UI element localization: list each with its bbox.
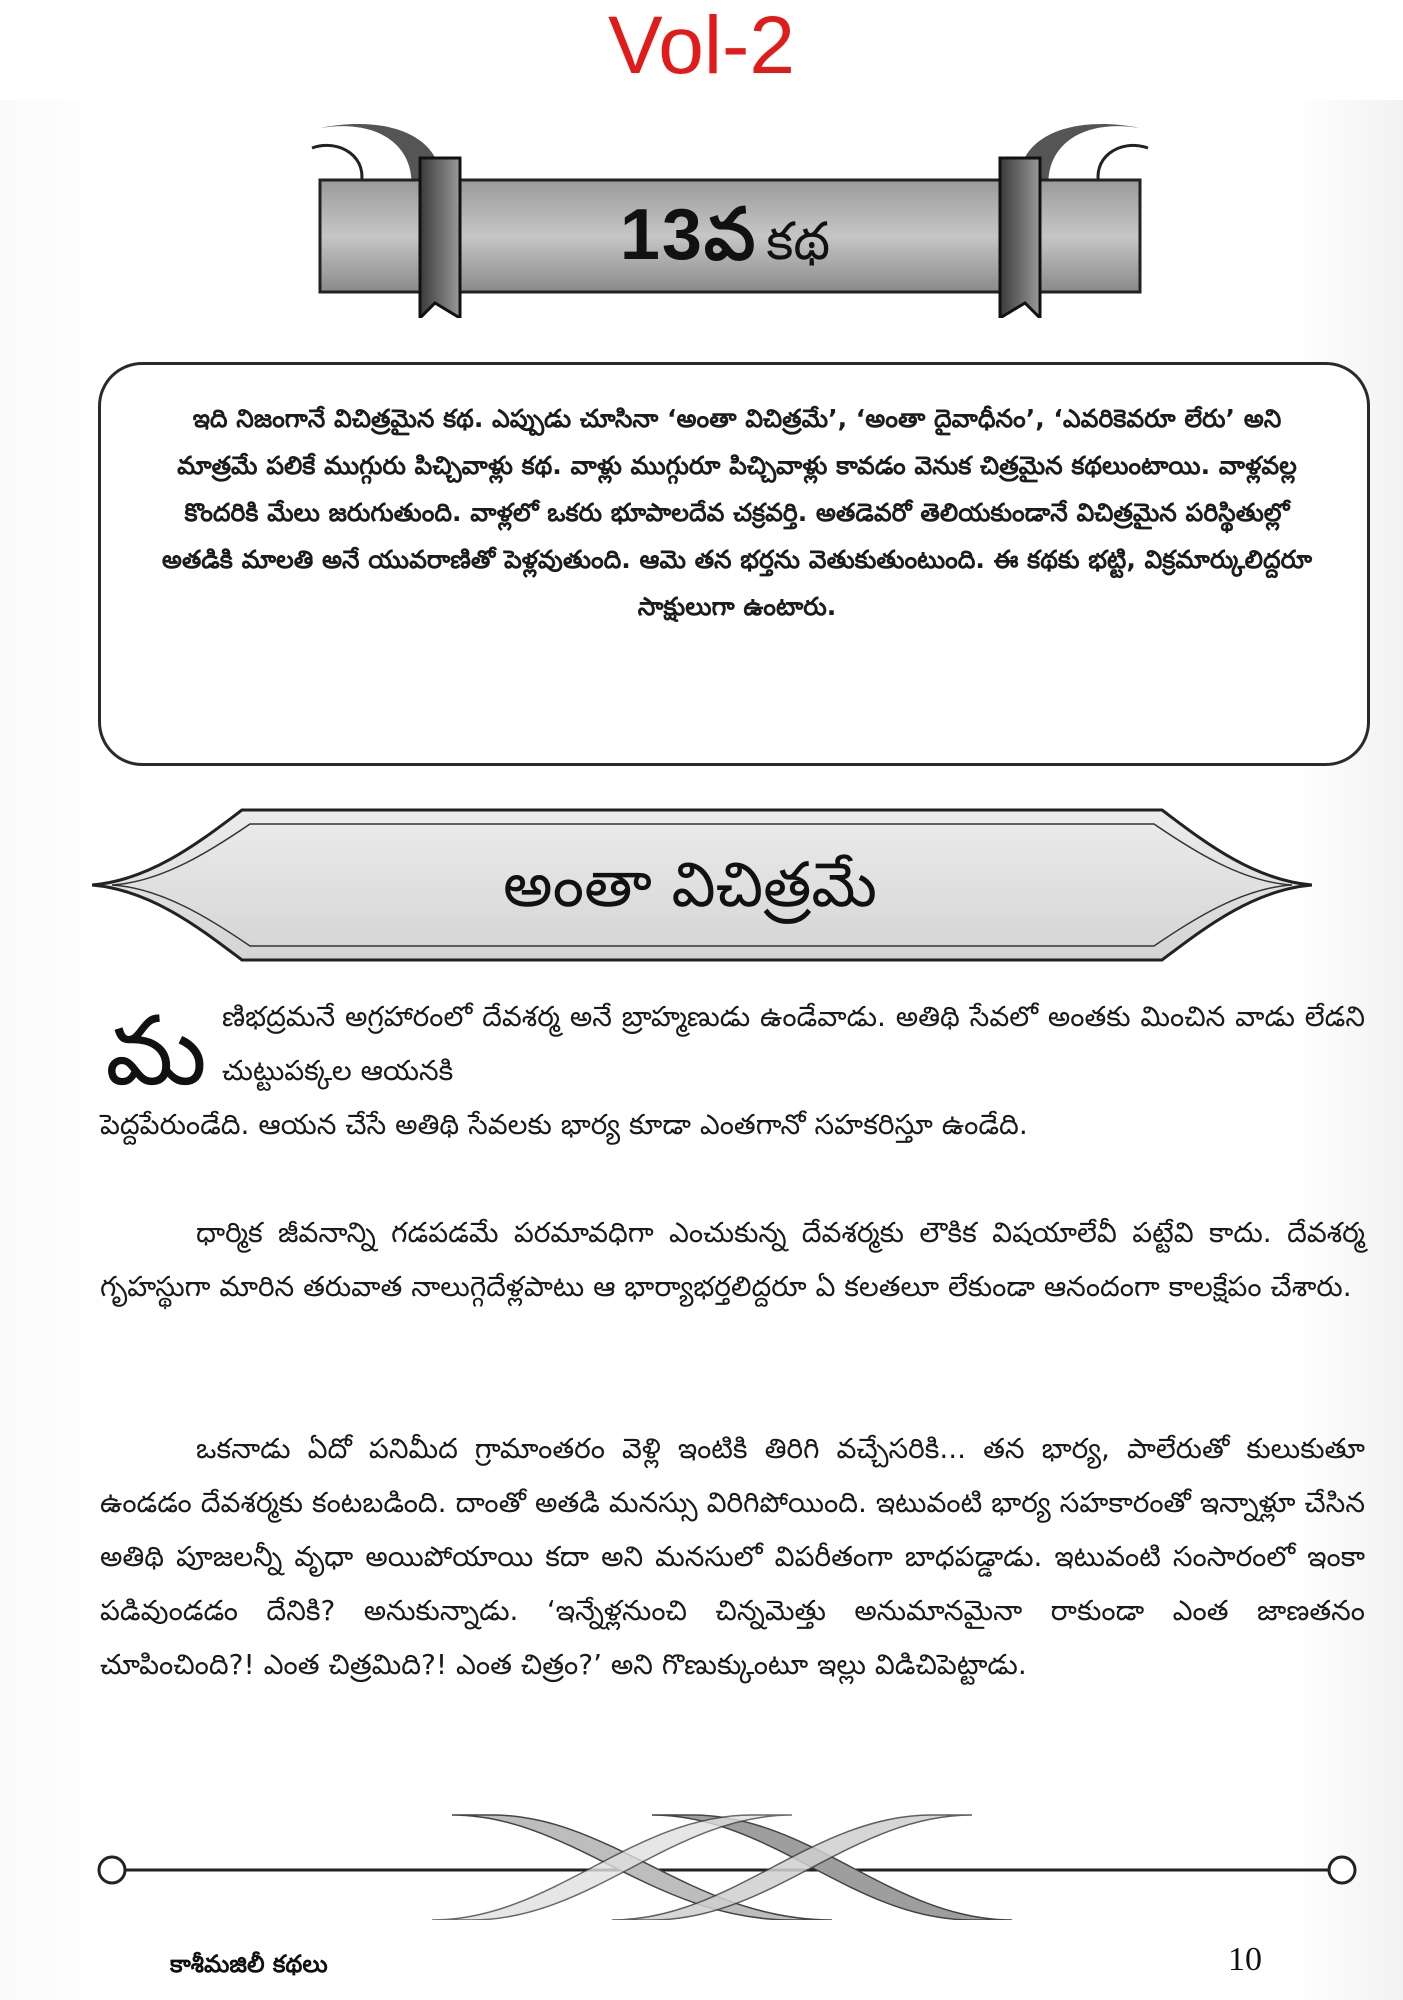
drop-cap: మ — [105, 995, 207, 1107]
story-title: అంతా విచిత్రమే — [503, 848, 877, 921]
story-paragraph-1-lead: ణిభద్రమనే అగ్రహారంలో దేవశర్మ అనే బ్రాహ్మణుడు ఉండేవాడు. అతిథి సేవలో అంతకు మించిన వాడు లేడని చుట్టుపక్కల ఆయనకి — [222, 1000, 1365, 1087]
page-number: 10 — [1228, 1941, 1262, 1978]
footer-ornament — [92, 1810, 1362, 1920]
chapter-word: కథ — [766, 212, 831, 272]
volume-label: Vol-2 — [608, 0, 795, 91]
story-paragraph-1-rest: పెద్దపేరుండేది. ఆయన చేసే అతిథి సేవలకు భార్య కూడా ఎంతగానో సహకరిస్తూ ఉండేది. — [100, 1108, 1028, 1141]
footer-book-title: కాశీమజిలీ కథలు — [170, 1950, 328, 1978]
summary-box — [98, 362, 1370, 766]
chapter-banner-title — [400, 190, 1050, 280]
story-paragraph-3: ఒకనాడు ఏదో పనిమీద గ్రామాంతరం వెళ్లి ఇంటికి తిరిగి వచ్చేసరికి... తన భార్య, పాలేరుతో కులుకుతూ ఉండడం దేవశర్మకు కంటబడింది. దాంతో అతడి మనస్సు విరిగిపోయింది. ఇటువంటి భార్య సహకారంతో ఇన్నాళ్లూ చేసిన అతిథి పూజలన్నీ వృధా అయిపోయాయి కదా అని మనసులో విపరీతంగా బాధపడ్డాడు. ఇటువంటి సంసారంలో ఇంకా పడివుండడం దేనికి? అనుకున్నాడు. ‘ఇన్నేళ్లనుంచి చిన్నమెత్తు అనుమానమైనా రాకుండా ఎంత జాణతనం చూపించింది?! ఎంత చిత్రమిది?! ఎంత చిత్రం?’ అని గొణుక్కుంటూ ఇల్లు విడిచిపెట్టాడు. — [100, 1432, 1365, 1681]
story-paragraph-2: ధార్మిక జీవనాన్ని గడపడమే పరమావధిగా ఎంచుకున్న దేవశర్మకు లౌకిక విషయాలేవీ పట్టేవి కాదు. దేవశర్మ గృహస్థుగా మారిన తరువాత నాలుగ్గెదేళ్లపాటు ఆ భార్యాభర్తలిద్దరూ ఏ కలతలూ లేకుండా ఆనందంగా కాలక్షేపం చేశారు. — [100, 1216, 1365, 1303]
chapter-number: 13వ — [619, 195, 758, 275]
summary-text: ఇది నిజంగానే విచిత్రమైన కథ. ఎప్పుడు చూసినా ‘అంతా విచిత్రమే’, ‘అంతా దైవాధీనం’, ‘ఎవరికెవరూ లేరు’ అని మాత్రమే పలికే ముగ్గురు పిచ్చివాళ్లు కథ. వాళ్లు ముగ్గురూ పిచ్చివాళ్లు కావడం వెనుక చిత్రమైన కథలుంటాయి. వాళ్లవల్ల కొందరికి మేలు జరుగుతుంది. వాళ్లలో ఒకరు భూపాలదేవ చక్రవర్తి. అతడెవరో తెలియకుండానే విచిత్రమైన పరిస్థితుల్లో అతడికి మాలతి అనే యువరాణితో పెళ్లవుతుంది. ఆమె తన భర్తను వెతుకుతుంటుంది. ఈ కథకు భట్టి, విక్రమార్కులిద్దరూ సాక్షులుగా ఉంటారు. — [161, 404, 1313, 621]
